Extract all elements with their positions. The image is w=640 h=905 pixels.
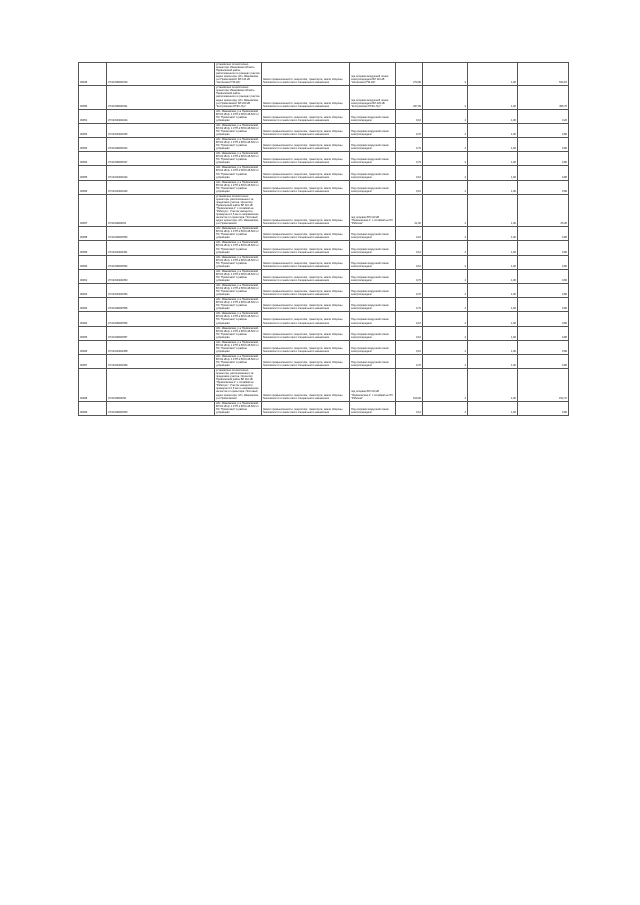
row-number-cell: 00056	[79, 180, 107, 194]
table-row	[79, 401, 569, 415]
cadastral-number-cell: 37:10:000000:552	[107, 255, 215, 269]
location-cell: обл. Ивановская, р-н Приволжский, ВЛ 04 кВ ф. 1 КТП-2 ВЛ-6 кВ 603 от ПС "Приволжск" в районе д.Кривцово	[215, 255, 262, 269]
land-category-cell: Земли промышленности, энергетики, транспорта, земли обороны, безопасности и земли иного специального назначения	[262, 109, 350, 123]
rate-cell: 1,00	[468, 269, 518, 283]
location-cell: установлено относительно ориентира, расположенного за пределами участка. Ориентир Приволжский район ВЛ 110 кВ "Приволжская-1" с отпайкой на "Рабочую". Участок находится примерно в 0,5 км по направлению на восток от ориентира. Почтовый адрес ориентира: обл. Ивановская, р-н Приволжский	[215, 194, 262, 226]
permitted-use-cell: под опорами ВЛ 110 кВ "Приволжская-1" с отпайкой на ПС "Рабочая"	[350, 369, 396, 401]
table-row	[79, 152, 569, 166]
rate-cell: 1,00	[468, 326, 518, 340]
coefficient-cell: 4	[423, 401, 468, 415]
rate-cell: 1,00	[468, 354, 518, 368]
row-number-cell: 00060	[79, 255, 107, 269]
cadastral-number-cell: 37:13:031349:354	[107, 284, 215, 298]
area-cell: 0,10	[396, 340, 423, 354]
land-plots-table	[78, 62, 569, 416]
table-row	[79, 284, 569, 298]
total-cell: 0,80	[518, 138, 569, 152]
area-cell: 0,70	[396, 123, 423, 137]
total-cell: 25,30	[518, 194, 569, 226]
land-category-cell: Земли промышленности, энергетики, транспорта, земли обороны, безопасности и земли иного специального назначения	[262, 241, 350, 255]
area-cell: 0,10	[396, 255, 423, 269]
rate-cell: 1,00	[468, 340, 518, 354]
table-row	[79, 109, 569, 123]
location-cell: обл. Ивановская, р-н Приволжский, ВЛ 04 кВ ф. 1 КТП-2 ВЛ-6 кВ 603 от ПС "Приволжск" в районе д.Кривцово	[215, 269, 262, 283]
total-cell: 0,80	[518, 166, 569, 180]
permitted-use-cell: под опорами воздушной линии электропередачи ВЛ 110 кВ "Ногинская-ГПЗ-2ф"	[350, 63, 396, 86]
location-cell: обл. Ивановская, р-н Приволжский, ВЛ 04 кВ ф. 1 КТП-2 ВЛ-6 кВ 603 от ПС "Приволжск" в районе д.Кривцово	[215, 284, 262, 298]
row-number-cell: 00062	[79, 284, 107, 298]
total-cell: 0,80	[518, 123, 569, 137]
location-cell: обл. Ивановская, р-н Приволжский, ВЛ 04 кВ ф. 1 КТП-2 ВЛ-6 кВ 603 от ПС "Приволжск" в районе д.Кривцово	[215, 298, 262, 312]
rate-cell: 1,00	[468, 255, 518, 269]
permitted-use-cell: Под опорами воздушной линии электропередачи	[350, 123, 396, 137]
cadastral-number-cell: 37:13:031349:358	[107, 340, 215, 354]
table-row	[79, 63, 569, 86]
table-row	[79, 269, 569, 283]
location-cell: обл. Ивановская, р-н Приволжский, ВЛ 04 кВ ф. 1 КТП-2 ВЛ-6 кВ 603 от ПС "Приволжск" в районе д.Кривцово	[215, 340, 262, 354]
total-cell: 0,80	[518, 312, 569, 326]
total-cell: 0,20	[518, 109, 569, 123]
permitted-use-cell: Под опорами воздушной линии электропередачи	[350, 255, 396, 269]
area-cell: 0,10	[396, 180, 423, 194]
area-cell: 0,70	[396, 354, 423, 368]
coefficient-cell: 4	[423, 326, 468, 340]
total-cell: 0,80	[518, 340, 569, 354]
location-cell: обл. Ивановская, р-н Приволжский, ВЛ 04 кВ ф. 1 КТП-2 ВЛ-6 кВ 603 от ПС "Приволжск" в районе д.Кривцово	[215, 166, 262, 180]
total-cell: 0,80	[518, 152, 569, 166]
location-cell: обл. Ивановская, р-н Приволжский, ВЛ 04 кВ ф. 1 КТП-2 ВЛ-6 кВ 603 от ПС "Приволжск" в районе д.Кривцово	[215, 354, 262, 368]
location-cell: обл. Ивановская, р-н Приволжский, ВЛ 04 кВ ф. 1 КТП-2 ВЛ-6 кВ 603 от ПС "Приволжск" в районе д.Кривцово	[215, 180, 262, 194]
area-cell: 0,70	[396, 298, 423, 312]
table-body	[79, 63, 569, 416]
rate-cell: 1,00	[468, 180, 518, 194]
row-number-cell: 00066	[79, 340, 107, 354]
rate-cell: 1,00	[468, 227, 518, 241]
row-number-cell: 00058	[79, 227, 107, 241]
permitted-use-cell: Под опорами воздушной линии электропередачи	[350, 109, 396, 123]
cadastral-number-cell: 37:10:000000:541	[107, 86, 215, 109]
cadastral-number-cell: 37:13:031349:353	[107, 269, 215, 283]
land-category-cell: Земли промышленности, энергетики, транспорта, земли обороны, безопасности и земли иного специального назначения	[262, 354, 350, 368]
row-number-cell: 00057	[79, 194, 107, 226]
table-row	[79, 340, 569, 354]
row-number-cell: 00052	[79, 123, 107, 137]
permitted-use-cell: Под опорами воздушной линии электропередачи	[350, 401, 396, 415]
land-category-cell: Земли промышленности, энергетики, транспорта, земли обороны, безопасности и земли иного специального назначения	[262, 269, 350, 283]
table-row	[79, 194, 569, 226]
coefficient-cell: 4	[423, 241, 468, 255]
rate-cell: 1,00	[468, 312, 518, 326]
land-category-cell: Земли промышленности, энергетики, транспорта, земли обороны, безопасности и земли иного специального назначения	[262, 123, 350, 137]
table-row	[79, 86, 569, 109]
row-number-cell: 00063	[79, 298, 107, 312]
cadastral-number-cell: 37:13:031349:343	[107, 180, 215, 194]
cadastral-number-cell: 37:13:031349:344	[107, 109, 215, 123]
table-row	[79, 255, 569, 269]
row-number-cell: 00051	[79, 109, 107, 123]
coefficient-cell: 4	[423, 63, 468, 86]
area-cell: 270,00	[396, 63, 423, 86]
land-category-cell: Земли промышленности, энергетики, транспорта, земли обороны, безопасности и земли иного специального назначения	[262, 401, 350, 415]
rate-cell: 1,00	[468, 166, 518, 180]
permitted-use-cell: Под опорами воздушной линии электропередачи	[350, 326, 396, 340]
table-row	[79, 138, 569, 152]
row-number-cell: 00065	[79, 326, 107, 340]
location-cell: установлено относительно ориентира: Ивановская область Приволжский район, расположенного в границах участка адрес ориентира: обл. Ивановская, р-н Приволжский, ВЛ 220 кВ "Костромская ГРЭС-Луч"	[215, 86, 262, 109]
rate-cell: 1,00	[468, 194, 518, 226]
location-cell: обл. Ивановская, р-н Приволжский, ВЛ 04 кВ ф. 1 КТП-2 ВЛ-6 кВ 603 от ПС "Приволжск" в районе д.Кривцово	[215, 312, 262, 326]
cadastral-number-cell: 37:10:000000:547	[107, 152, 215, 166]
area-cell: 21,00	[396, 194, 423, 226]
land-category-cell: Земли промышленности, энергетики, транспорта, земли обороны, безопасности и земли иного специального назначения	[262, 180, 350, 194]
coefficient-cell: 4	[423, 340, 468, 354]
row-number-cell: 00068	[79, 369, 107, 401]
table-row	[79, 180, 569, 194]
coefficient-cell: 4	[423, 269, 468, 283]
area-cell: 0,10	[396, 326, 423, 340]
location-cell: обл. Ивановская, р-н Приволжский, ВЛ 04 кВ ф. 1 КТП-2 ВЛ-6 кВ 603 от ПС "Приволжск" в районе д.Кривцово	[215, 227, 262, 241]
row-number-cell: 00067	[79, 354, 107, 368]
coefficient-cell: 4	[423, 138, 468, 152]
cadastral-number-cell: 37:10:000000:557	[107, 326, 215, 340]
total-cell: 0,80	[518, 255, 569, 269]
area-cell: 0,10	[396, 401, 423, 415]
permitted-use-cell: под опорами ВЛ 110 кВ "Приволжская-1" с отпайкой на ПС "Рабочая"	[350, 194, 396, 226]
location-cell: обл. Ивановская, р-н Приволжский, ВЛ 04 кВ ф. 1 КТП-2 ВЛ-6 кВ 603 от ПС "Приволжск" в районе д.Кривцово	[215, 109, 262, 123]
coefficient-cell: 4	[423, 152, 468, 166]
permitted-use-cell: Под опорами воздушной линии электропередачи	[350, 152, 396, 166]
cadastral-number-cell: 37:10:000000:555	[107, 298, 215, 312]
row-number-cell: 00050	[79, 86, 107, 109]
coefficient-cell: 4	[423, 194, 468, 226]
total-cell: 0,80	[518, 227, 569, 241]
permitted-use-cell: Под опорами воздушной линии электропередачи	[350, 354, 396, 368]
total-cell: 0,80	[518, 269, 569, 283]
table-row	[79, 227, 569, 241]
cadastral-number-cell: 37:13:031349:351	[107, 241, 215, 255]
table-row	[79, 123, 569, 137]
rate-cell: 1,00	[468, 123, 518, 137]
coefficient-cell: 4	[423, 284, 468, 298]
permitted-use-cell: Под опорами воздушной линии электропередачи	[350, 138, 396, 152]
cadastral-number-cell: 37:10:000000:550	[107, 227, 215, 241]
land-category-cell: Земли промышленности, энергетики, транспорта, земли обороны, безопасности и земли иного специального назначения	[262, 86, 350, 109]
row-number-cell: 00069	[79, 401, 107, 415]
coefficient-cell: 4	[423, 369, 468, 401]
table-row	[79, 369, 569, 401]
permitted-use-cell: Под опорами воздушной линии электропередачи	[350, 269, 396, 283]
table-row	[79, 326, 569, 340]
permitted-use-cell: Под опорами воздушной линии электропередачи	[350, 166, 396, 180]
row-number-cell: 00059	[79, 241, 107, 255]
total-cell: 0,80	[518, 401, 569, 415]
row-number-cell: 00045	[79, 63, 107, 86]
location-cell: установлено относительно ориентира, расположенного за пределами участка. Ориентир Приволжский район ВЛ 110 кВ "Приволжская-1" с отпайкой на "Рабочую". Участок находится примерно в 0,5 км по направлению на восток от ориентира. Почтовый адрес ориентира: обл. Ивановская, р-н Приволжский	[215, 369, 262, 401]
rate-cell: 1,00	[468, 298, 518, 312]
row-number-cell: 00055	[79, 166, 107, 180]
table-row	[79, 241, 569, 255]
total-cell: 152,47	[518, 369, 569, 401]
location-cell: обл. Ивановская, р-н Приволжский, ВЛ 04 кВ ф. 1 КТП-2 ВЛ-6 кВ 603 от ПС "Приволжск" в районе д.Кривцово	[215, 326, 262, 340]
cadastral-number-cell: 37:10:000000:560	[107, 401, 215, 415]
rate-cell: 1,00	[468, 284, 518, 298]
land-category-cell: Земли промышленности, энергетики, транспорта, земли обороны, безопасности и земли иного специального назначения	[262, 312, 350, 326]
permitted-use-cell: под опорами воздушной линии электропередачи ВЛ 220 кВ "Костромская ГРЭС-Луч"	[350, 86, 396, 109]
coefficient-cell: 4	[423, 298, 468, 312]
cadastral-number-cell: 37:10:000000:56	[107, 369, 215, 401]
coefficient-cell: 4	[423, 227, 468, 241]
coefficient-cell: 4	[423, 109, 468, 123]
coefficient-cell: 4	[423, 123, 468, 137]
permitted-use-cell: Под опорами воздушной линии электропередачи	[350, 227, 396, 241]
area-cell: 0,70	[396, 152, 423, 166]
row-number-cell: 00053	[79, 138, 107, 152]
land-category-cell: Земли промышленности, энергетики, транспорта, земли обороны, безопасности и земли иного специального назначения	[262, 369, 350, 401]
permitted-use-cell: Под опорами воздушной линии электропередачи	[350, 312, 396, 326]
rate-cell: 1,00	[468, 86, 518, 109]
area-cell: 109,00	[396, 369, 423, 401]
total-cell: 534,15	[518, 63, 569, 86]
area-cell: 0,10	[396, 109, 423, 123]
land-category-cell: Земли промышленности, энергетики, транспорта, земли обороны, безопасности и земли иного специального назначения	[262, 152, 350, 166]
total-cell: 0,80	[518, 241, 569, 255]
coefficient-cell: 4	[423, 86, 468, 109]
total-cell: 0,80	[518, 354, 569, 368]
location-cell: обл. Ивановская, р-н Приволжский, ВЛ 04 кВ ф. 1 КТП-2 ВЛ-6 кВ 603 от ПС "Приволжск" в районе д.Кривцово	[215, 401, 262, 415]
cadastral-number-cell: 37:10:000000:540	[107, 63, 215, 86]
cadastral-number-cell: 37:10:000000:556	[107, 312, 215, 326]
total-cell: 0,80	[518, 298, 569, 312]
land-category-cell: Земли промышленности, энергетики, транспорта, земли обороны, безопасности и земли иного специального назначения	[262, 298, 350, 312]
cadastral-number-cell: 37:13:031349:359	[107, 354, 215, 368]
area-cell: 0,10	[396, 227, 423, 241]
land-category-cell: Земли промышленности, энергетики, транспорта, земли обороны, безопасности и земли иного специального назначения	[262, 255, 350, 269]
area-cell: 0,70	[396, 284, 423, 298]
location-cell: обл. Ивановская, р-н Приволжский, ВЛ 04 кВ ф. 1 КТП-2 ВЛ-6 кВ 603 от ПС "Приволжск" в районе д.Кривцово	[215, 138, 262, 152]
cadastral-number-cell: 37:13:031349:345	[107, 123, 215, 137]
total-cell: 0,80	[518, 326, 569, 340]
land-category-cell: Земли промышленности, энергетики, транспорта, земли обороны, безопасности и земли иного специального назначения	[262, 326, 350, 340]
rate-cell: 1,00	[468, 109, 518, 123]
location-cell: установлено относительно ориентира: Ивановская область Приволжский район, расположенного в границах участка адрес ориентира: обл. Ивановская, р-н Приволжский, ВЛ 110 кВ "Ногинская-ГПЗ-2ф"	[215, 63, 262, 86]
rate-cell: 1,00	[468, 63, 518, 86]
area-cell: 0,10	[396, 166, 423, 180]
land-category-cell: Земли промышленности, энергетики, транспорта, земли обороны, безопасности и земли иного специального назначения	[262, 194, 350, 226]
total-cell: 455,76	[518, 86, 569, 109]
total-cell: 0,80	[518, 180, 569, 194]
land-category-cell: Земли промышленности, энергетики, транспорта, земли обороны, безопасности и земли иного специального назначения	[262, 340, 350, 354]
permitted-use-cell: Под опорами воздушной линии электропередачи	[350, 180, 396, 194]
table-row	[79, 354, 569, 368]
coefficient-cell: 4	[423, 180, 468, 194]
area-cell: 0,70	[396, 138, 423, 152]
permitted-use-cell: Под опорами воздушной линии электропередачи	[350, 340, 396, 354]
table-row	[79, 298, 569, 312]
land-category-cell: Земли промышленности, энергетики, транспорта, земли обороны, безопасности и земли иного специального назначения	[262, 227, 350, 241]
cadastral-number-cell: 37:13:031349:342	[107, 166, 215, 180]
rate-cell: 1,00	[468, 138, 518, 152]
total-cell: 0,80	[518, 284, 569, 298]
land-category-cell: Земли промышленности, энергетики, транспорта, земли обороны, безопасности и земли иного специального назначения	[262, 63, 350, 86]
cadastral-number-cell: 37:10:000000:544	[107, 138, 215, 152]
location-cell: обл. Ивановская, р-н Приволжский, ВЛ 04 кВ ф. 1 КТП-2 ВЛ-6 кВ 603 от ПС "Приволжск" в районе д.Кривцово	[215, 241, 262, 255]
permitted-use-cell: Под опорами воздушной линии электропередачи	[350, 284, 396, 298]
permitted-use-cell: Под опорами воздушной линии электропередачи	[350, 241, 396, 255]
area-cell: 0,10	[396, 312, 423, 326]
rate-cell: 1,00	[468, 369, 518, 401]
coefficient-cell: 4	[423, 166, 468, 180]
land-category-cell: Земли промышленности, энергетики, транспорта, земли обороны, безопасности и земли иного специального назначения	[262, 138, 350, 152]
land-category-cell: Земли промышленности, энергетики, транспорта, земли обороны, безопасности и земли иного специального назначения	[262, 166, 350, 180]
rate-cell: 1,00	[468, 241, 518, 255]
permitted-use-cell: Под опорами воздушной линии электропередачи	[350, 298, 396, 312]
coefficient-cell: 4	[423, 312, 468, 326]
area-cell: 297,00	[396, 86, 423, 109]
coefficient-cell: 4	[423, 354, 468, 368]
row-number-cell: 00054	[79, 152, 107, 166]
area-cell: 0,10	[396, 241, 423, 255]
location-cell: обл. Ивановская, р-н Приволжский, ВЛ 04 кВ ф. 1 КТП-2 ВЛ-6 кВ 603 от ПС "Приволжск" в районе д.Кривцово	[215, 152, 262, 166]
land-category-cell: Земли промышленности, энергетики, транспорта, земли обороны, безопасности и земли иного специального назначения	[262, 284, 350, 298]
table-row	[79, 166, 569, 180]
cadastral-number-cell: 37:10:000000:52	[107, 194, 215, 226]
rate-cell: 1,00	[468, 152, 518, 166]
row-number-cell: 00061	[79, 269, 107, 283]
row-number-cell: 00064	[79, 312, 107, 326]
area-cell: 0,70	[396, 269, 423, 283]
rate-cell: 1,00	[468, 401, 518, 415]
location-cell: обл. Ивановская, р-н Приволжский, ВЛ 04 кВ ф. 1 КТП-2 ВЛ-6 кВ 603 от ПС "Приволжск" в районе д.Кривцово	[215, 123, 262, 137]
table-row	[79, 312, 569, 326]
coefficient-cell: 4	[423, 255, 468, 269]
